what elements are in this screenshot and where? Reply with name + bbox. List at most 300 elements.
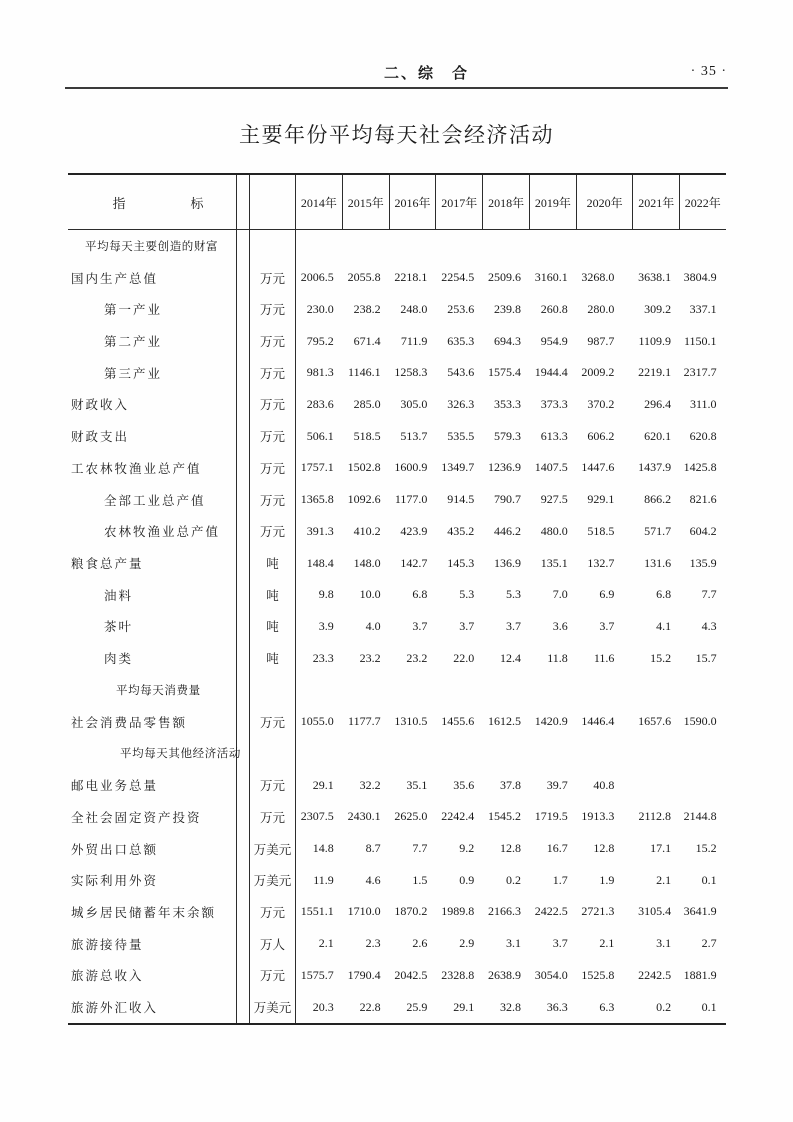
value-cell: 12.8 <box>593 841 615 856</box>
value-cell: 987.7 <box>587 333 615 348</box>
value-cell: 37.8 <box>499 777 521 792</box>
value-cell: 1525.8 <box>581 967 615 982</box>
value-cell: 337.1 <box>689 301 717 316</box>
row-label: 全社会固定资产投资 <box>68 801 237 833</box>
value-cell: 7.7 <box>412 841 428 856</box>
table-row <box>68 928 726 960</box>
row-unit <box>250 674 296 706</box>
table-row <box>68 579 726 611</box>
row-unit: 万元 <box>250 769 296 801</box>
value-cell: 230.0 <box>306 301 334 316</box>
row-label: 平均每天主要创造的财富 <box>68 230 237 262</box>
spacer-cell <box>237 293 250 325</box>
row-unit: 万元 <box>250 420 296 452</box>
spacer-cell <box>237 833 250 865</box>
row-unit: 万元 <box>250 262 296 294</box>
value-cell: 35.1 <box>406 777 428 792</box>
value-cell: 2.3 <box>365 936 381 951</box>
value-cell: 435.2 <box>447 523 475 538</box>
value-cell: 1109.9 <box>638 333 672 348</box>
value-cell: 3.9 <box>318 618 334 633</box>
value-cell: 131.6 <box>644 555 672 570</box>
value-cell: 2254.5 <box>441 270 475 285</box>
value-cell: 326.3 <box>447 396 475 411</box>
value-cell: 14.8 <box>312 841 334 856</box>
value-cell: 1425.8 <box>683 460 717 475</box>
value-cell <box>343 674 390 706</box>
row-unit: 万元 <box>250 706 296 738</box>
row-label: 旅游总收入 <box>68 960 237 992</box>
value-cell: 1719.5 <box>534 809 568 824</box>
spacer-cell <box>237 484 250 516</box>
value-cell: 4.0 <box>365 618 381 633</box>
value-cell: 23.3 <box>312 650 334 665</box>
row-unit: 万美元 <box>250 864 296 896</box>
value-cell: 790.7 <box>493 492 521 507</box>
value-cell: 518.5 <box>587 523 615 538</box>
value-cell: 305.0 <box>400 396 428 411</box>
value-cell <box>483 674 530 706</box>
table-title: 主要年份平均每天社会经济活动 <box>239 123 554 147</box>
year-header-cell: 2021年 <box>633 175 680 229</box>
value-cell <box>530 674 577 706</box>
value-cell: 238.2 <box>353 301 381 316</box>
value-cell: 3.7 <box>599 618 615 633</box>
table-row <box>68 484 726 516</box>
row-unit: 万元 <box>250 357 296 389</box>
table-row <box>68 515 726 547</box>
value-cell: 136.9 <box>493 555 521 570</box>
row-unit: 吨 <box>250 547 296 579</box>
value-cell: 3.7 <box>412 618 428 633</box>
statistics-table <box>68 173 726 1025</box>
value-cell: 2317.7 <box>683 365 717 380</box>
value-cell: 22.8 <box>359 999 381 1014</box>
value-cell: 2242.5 <box>638 967 672 982</box>
value-cell: 2144.8 <box>683 809 717 824</box>
value-cell: 480.0 <box>540 523 568 538</box>
value-cell: 821.6 <box>689 492 717 507</box>
table-row <box>68 262 726 294</box>
value-cell: 513.7 <box>400 428 428 443</box>
value-cell: 7.0 <box>552 587 568 602</box>
table-row <box>68 547 726 579</box>
value-cell: 5.3 <box>459 587 475 602</box>
value-cell: 2721.3 <box>581 904 615 919</box>
table-row <box>68 833 726 865</box>
value-cell: 2055.8 <box>347 270 381 285</box>
value-cell: 6.9 <box>599 587 615 602</box>
value-cell: 795.2 <box>306 333 334 348</box>
value-cell <box>296 738 343 770</box>
value-cell: 17.1 <box>650 841 672 856</box>
value-cell: 20.3 <box>312 999 334 1014</box>
value-cell: 1944.4 <box>534 365 568 380</box>
value-cell: 22.0 <box>453 650 475 665</box>
value-cell: 3.6 <box>552 618 568 633</box>
value-cell: 2009.2 <box>581 365 615 380</box>
spacer-cell <box>237 960 250 992</box>
row-label: 肉类 <box>68 642 237 674</box>
value-cell: 0.2 <box>656 999 672 1014</box>
year-header-cell: 2015年 <box>343 175 390 229</box>
value-cell <box>680 738 726 770</box>
spacer-cell <box>237 991 250 1023</box>
value-cell: 135.9 <box>689 555 717 570</box>
value-cell: 694.3 <box>493 333 521 348</box>
value-cell: 1177.7 <box>348 714 381 729</box>
row-unit: 万元 <box>250 960 296 992</box>
value-cell: 1092.6 <box>347 492 381 507</box>
value-cell: 2.7 <box>701 936 717 951</box>
row-unit: 万人 <box>250 928 296 960</box>
row-unit: 吨 <box>250 579 296 611</box>
row-label: 工农林牧渔业总产值 <box>68 452 237 484</box>
row-label: 第二产业 <box>68 325 237 357</box>
value-cell: 635.3 <box>447 333 475 348</box>
value-cell: 239.8 <box>493 301 521 316</box>
row-unit: 万美元 <box>250 991 296 1023</box>
value-cell: 866.2 <box>644 492 672 507</box>
value-cell: 9.2 <box>459 841 475 856</box>
value-cell: 2.1 <box>318 936 334 951</box>
value-cell: 3.7 <box>552 936 568 951</box>
year-header-cell: 2019年 <box>530 175 577 229</box>
value-cell: 1437.9 <box>638 460 672 475</box>
value-cell: 606.2 <box>587 428 615 443</box>
table-row <box>68 864 726 896</box>
value-cell: 1657.6 <box>638 714 672 729</box>
row-label: 全部工业总产值 <box>68 484 237 516</box>
year-header-cell: 2022年 <box>684 195 721 210</box>
value-cell: 3268.0 <box>581 270 615 285</box>
value-cell: 5.3 <box>505 587 521 602</box>
value-cell: 2509.6 <box>487 270 521 285</box>
value-cell: 23.2 <box>359 650 381 665</box>
value-cell <box>296 674 343 706</box>
value-cell: 0.1 <box>701 999 717 1014</box>
value-cell: 2.1 <box>656 872 672 887</box>
value-cell: 370.2 <box>587 396 615 411</box>
spacer-cell <box>237 642 250 674</box>
value-cell: 1551.1 <box>300 904 334 919</box>
value-cell: 3054.0 <box>534 967 568 982</box>
running-head-section-title: 二、综 合 <box>384 66 470 82</box>
row-label: 财政收入 <box>68 389 237 421</box>
year-header-cell: 2017年 <box>436 175 483 229</box>
spacer-cell <box>237 674 250 706</box>
value-cell: 2042.5 <box>394 967 428 982</box>
value-cell: 4.6 <box>365 872 381 887</box>
indicator-header-cell: 指 标 <box>68 175 237 229</box>
table-row <box>68 611 726 643</box>
value-cell <box>436 738 483 770</box>
row-label: 平均每天消费量 <box>68 674 237 706</box>
spacer-cell <box>237 579 250 611</box>
value-cell: 2625.0 <box>394 809 428 824</box>
table-row <box>68 452 726 484</box>
value-cell: 248.0 <box>400 301 428 316</box>
value-cell: 23.2 <box>406 650 428 665</box>
value-cell: 280.0 <box>587 301 615 316</box>
value-cell: 535.5 <box>447 428 475 443</box>
value-cell: 2218.1 <box>394 270 428 285</box>
value-cell: 1365.8 <box>300 492 334 507</box>
value-cell: 8.7 <box>365 841 381 856</box>
table-header-row <box>68 175 726 230</box>
spacer-cell <box>237 547 250 579</box>
value-cell: 1.7 <box>552 872 568 887</box>
value-cell: 1790.4 <box>347 967 381 982</box>
value-cell <box>530 738 577 770</box>
value-cell: 391.3 <box>306 523 334 538</box>
value-cell: 2328.8 <box>441 967 475 982</box>
value-cell: 954.9 <box>540 333 568 348</box>
value-cell: 3.7 <box>505 618 521 633</box>
value-cell: 36.3 <box>546 999 568 1014</box>
value-cell: 0.9 <box>459 872 475 887</box>
value-cell: 2166.3 <box>487 904 521 919</box>
row-unit: 万元 <box>250 325 296 357</box>
spacer-cell <box>237 801 250 833</box>
value-cell: 10.0 <box>359 587 381 602</box>
value-cell: 1545.2 <box>487 809 521 824</box>
value-cell <box>530 230 577 262</box>
value-cell: 145.3 <box>447 555 475 570</box>
value-cell: 32.2 <box>359 777 381 792</box>
value-cell: 373.3 <box>540 396 568 411</box>
value-cell <box>483 738 530 770</box>
year-header-cell: 2018年 <box>483 175 530 229</box>
value-cell: 29.1 <box>453 999 475 1014</box>
value-cell: 506.1 <box>306 428 334 443</box>
row-unit: 万元 <box>250 515 296 547</box>
value-cell: 1407.5 <box>534 460 568 475</box>
value-cell: 6.8 <box>412 587 428 602</box>
row-unit: 吨 <box>250 611 296 643</box>
spacer-cell <box>237 230 250 262</box>
value-cell: 6.3 <box>599 999 615 1014</box>
value-cell: 3.1 <box>656 936 672 951</box>
row-unit: 万元 <box>250 452 296 484</box>
value-cell: 410.2 <box>353 523 381 538</box>
table-row <box>68 642 726 674</box>
row-label: 城乡居民储蓄年末余额 <box>68 896 237 928</box>
spacer-cell <box>237 769 250 801</box>
value-cell: 1258.3 <box>394 365 428 380</box>
value-cell: 2112.8 <box>638 809 672 824</box>
spacer-cell <box>237 420 250 452</box>
table-row <box>68 991 726 1023</box>
value-cell: 2006.5 <box>300 270 334 285</box>
value-cell <box>633 738 680 770</box>
value-cell: 9.8 <box>318 587 334 602</box>
row-unit: 万元 <box>250 896 296 928</box>
value-cell: 311.0 <box>690 396 717 411</box>
spacer-cell <box>237 262 250 294</box>
year-header-cell: 2020年 <box>577 175 634 229</box>
spacer-cell <box>237 325 250 357</box>
value-cell: 1502.8 <box>347 460 381 475</box>
value-cell: 135.1 <box>540 555 568 570</box>
value-cell: 4.1 <box>656 618 672 633</box>
row-unit: 万元 <box>250 484 296 516</box>
value-cell: 0.2 <box>505 872 521 887</box>
value-cell: 1612.5 <box>487 714 521 729</box>
row-unit: 吨 <box>250 642 296 674</box>
value-cell: 3641.9 <box>683 904 717 919</box>
value-cell: 4.3 <box>701 618 717 633</box>
value-cell <box>633 230 680 262</box>
value-cell: 353.3 <box>493 396 521 411</box>
row-label: 国内生产总值 <box>68 262 237 294</box>
section-header-row <box>68 230 726 262</box>
value-cell: 309.2 <box>644 301 672 316</box>
value-cell: 1150.1 <box>684 333 717 348</box>
value-cell: 1710.0 <box>347 904 381 919</box>
section-header-row <box>68 738 726 770</box>
row-unit: 万美元 <box>250 833 296 865</box>
value-cell: 2638.9 <box>487 967 521 982</box>
value-cell: 1420.9 <box>534 714 568 729</box>
unit-header-cell <box>250 175 296 229</box>
table-body <box>68 230 726 1023</box>
spacer-header-cell <box>237 175 250 229</box>
table-row <box>68 706 726 738</box>
spacer-cell <box>237 864 250 896</box>
value-cell: 620.1 <box>644 428 672 443</box>
row-unit <box>250 230 296 262</box>
value-cell: 1447.6 <box>581 460 615 475</box>
value-cell <box>577 230 634 262</box>
value-cell: 927.5 <box>540 492 568 507</box>
value-cell: 35.6 <box>453 777 475 792</box>
value-cell: 914.5 <box>447 492 475 507</box>
value-cell: 29.1 <box>312 777 334 792</box>
value-cell: 3.1 <box>505 936 521 951</box>
row-label: 平均每天其他经济活动 <box>68 738 237 770</box>
value-cell: 3638.1 <box>638 270 672 285</box>
value-cell: 423.9 <box>400 523 428 538</box>
value-cell: 671.4 <box>353 333 381 348</box>
row-label: 邮电业务总量 <box>68 769 237 801</box>
value-cell: 571.7 <box>644 523 672 538</box>
value-cell: 1.5 <box>412 872 428 887</box>
spacer-cell <box>237 611 250 643</box>
row-label: 旅游外汇收入 <box>68 991 237 1023</box>
spacer-cell <box>237 738 250 770</box>
value-cell: 16.7 <box>546 841 568 856</box>
value-cell: 2.9 <box>459 936 475 951</box>
value-cell: 1757.1 <box>300 460 334 475</box>
spacer-cell <box>237 896 250 928</box>
value-cell: 981.3 <box>306 365 334 380</box>
value-cell: 3105.4 <box>638 904 672 919</box>
value-cell: 518.5 <box>353 428 381 443</box>
value-cell: 7.7 <box>701 587 717 602</box>
row-unit: 万元 <box>250 389 296 421</box>
value-cell: 1881.9 <box>683 967 717 982</box>
row-label: 第一产业 <box>68 293 237 325</box>
row-unit <box>250 738 296 770</box>
value-cell <box>390 674 437 706</box>
value-cell: 620.8 <box>689 428 717 443</box>
value-cell: 142.7 <box>400 555 428 570</box>
section-header-row <box>68 674 726 706</box>
running-head-rule <box>65 87 728 89</box>
value-cell: 1310.5 <box>394 714 428 729</box>
value-cell: 1.9 <box>599 872 615 887</box>
value-cell <box>680 674 726 706</box>
value-cell: 711.9 <box>400 333 428 348</box>
table-row <box>68 389 726 421</box>
value-cell: 12.4 <box>499 650 521 665</box>
value-cell: 11.6 <box>593 650 615 665</box>
spacer-cell <box>237 357 250 389</box>
value-cell: 1870.2 <box>394 904 428 919</box>
value-cell: 1349.7 <box>441 460 475 475</box>
value-cell: 15.2 <box>695 841 717 856</box>
table-row <box>68 896 726 928</box>
value-cell: 0.1 <box>701 872 717 887</box>
value-cell: 446.2 <box>493 523 521 538</box>
value-cell: 2430.1 <box>347 809 381 824</box>
value-cell: 32.8 <box>499 999 521 1014</box>
value-cell <box>633 674 680 706</box>
value-cell: 12.8 <box>499 841 521 856</box>
value-cell: 2242.4 <box>441 809 475 824</box>
value-cell: 285.0 <box>353 396 381 411</box>
value-cell <box>577 674 634 706</box>
value-cell: 1989.8 <box>441 904 475 919</box>
value-cell: 1055.0 <box>300 714 334 729</box>
value-cell: 2219.1 <box>638 365 672 380</box>
value-cell: 11.8 <box>547 650 568 665</box>
spacer-cell <box>237 515 250 547</box>
value-cell: 283.6 <box>306 396 334 411</box>
value-cell <box>436 674 483 706</box>
table-row <box>68 420 726 452</box>
value-cell: 1575.7 <box>300 967 334 982</box>
value-cell: 3160.1 <box>534 270 568 285</box>
value-cell <box>343 230 390 262</box>
value-cell: 148.0 <box>353 555 381 570</box>
value-cell: 929.1 <box>587 492 615 507</box>
spacer-cell <box>237 389 250 421</box>
row-label: 茶叶 <box>68 611 237 643</box>
row-label: 财政支出 <box>68 420 237 452</box>
value-cell: 11.9 <box>313 872 334 887</box>
value-cell: 1913.3 <box>581 809 615 824</box>
value-cell: 604.2 <box>689 523 717 538</box>
value-cell <box>343 738 390 770</box>
row-unit: 万元 <box>250 801 296 833</box>
value-cell: 1146.1 <box>348 365 381 380</box>
value-cell: 253.6 <box>447 301 475 316</box>
value-cell: 1590.0 <box>683 714 717 729</box>
value-cell: 2307.5 <box>300 809 334 824</box>
row-label: 农林牧渔业总产值 <box>68 515 237 547</box>
value-cell <box>577 738 634 770</box>
table-row <box>68 769 726 801</box>
page-number: · 35 · <box>690 64 727 79</box>
value-cell: 613.3 <box>540 428 568 443</box>
value-cell: 40.8 <box>593 777 615 792</box>
value-cell: 296.4 <box>644 396 672 411</box>
value-cell <box>296 230 343 262</box>
value-cell: 6.8 <box>656 587 672 602</box>
value-cell: 2422.5 <box>534 904 568 919</box>
